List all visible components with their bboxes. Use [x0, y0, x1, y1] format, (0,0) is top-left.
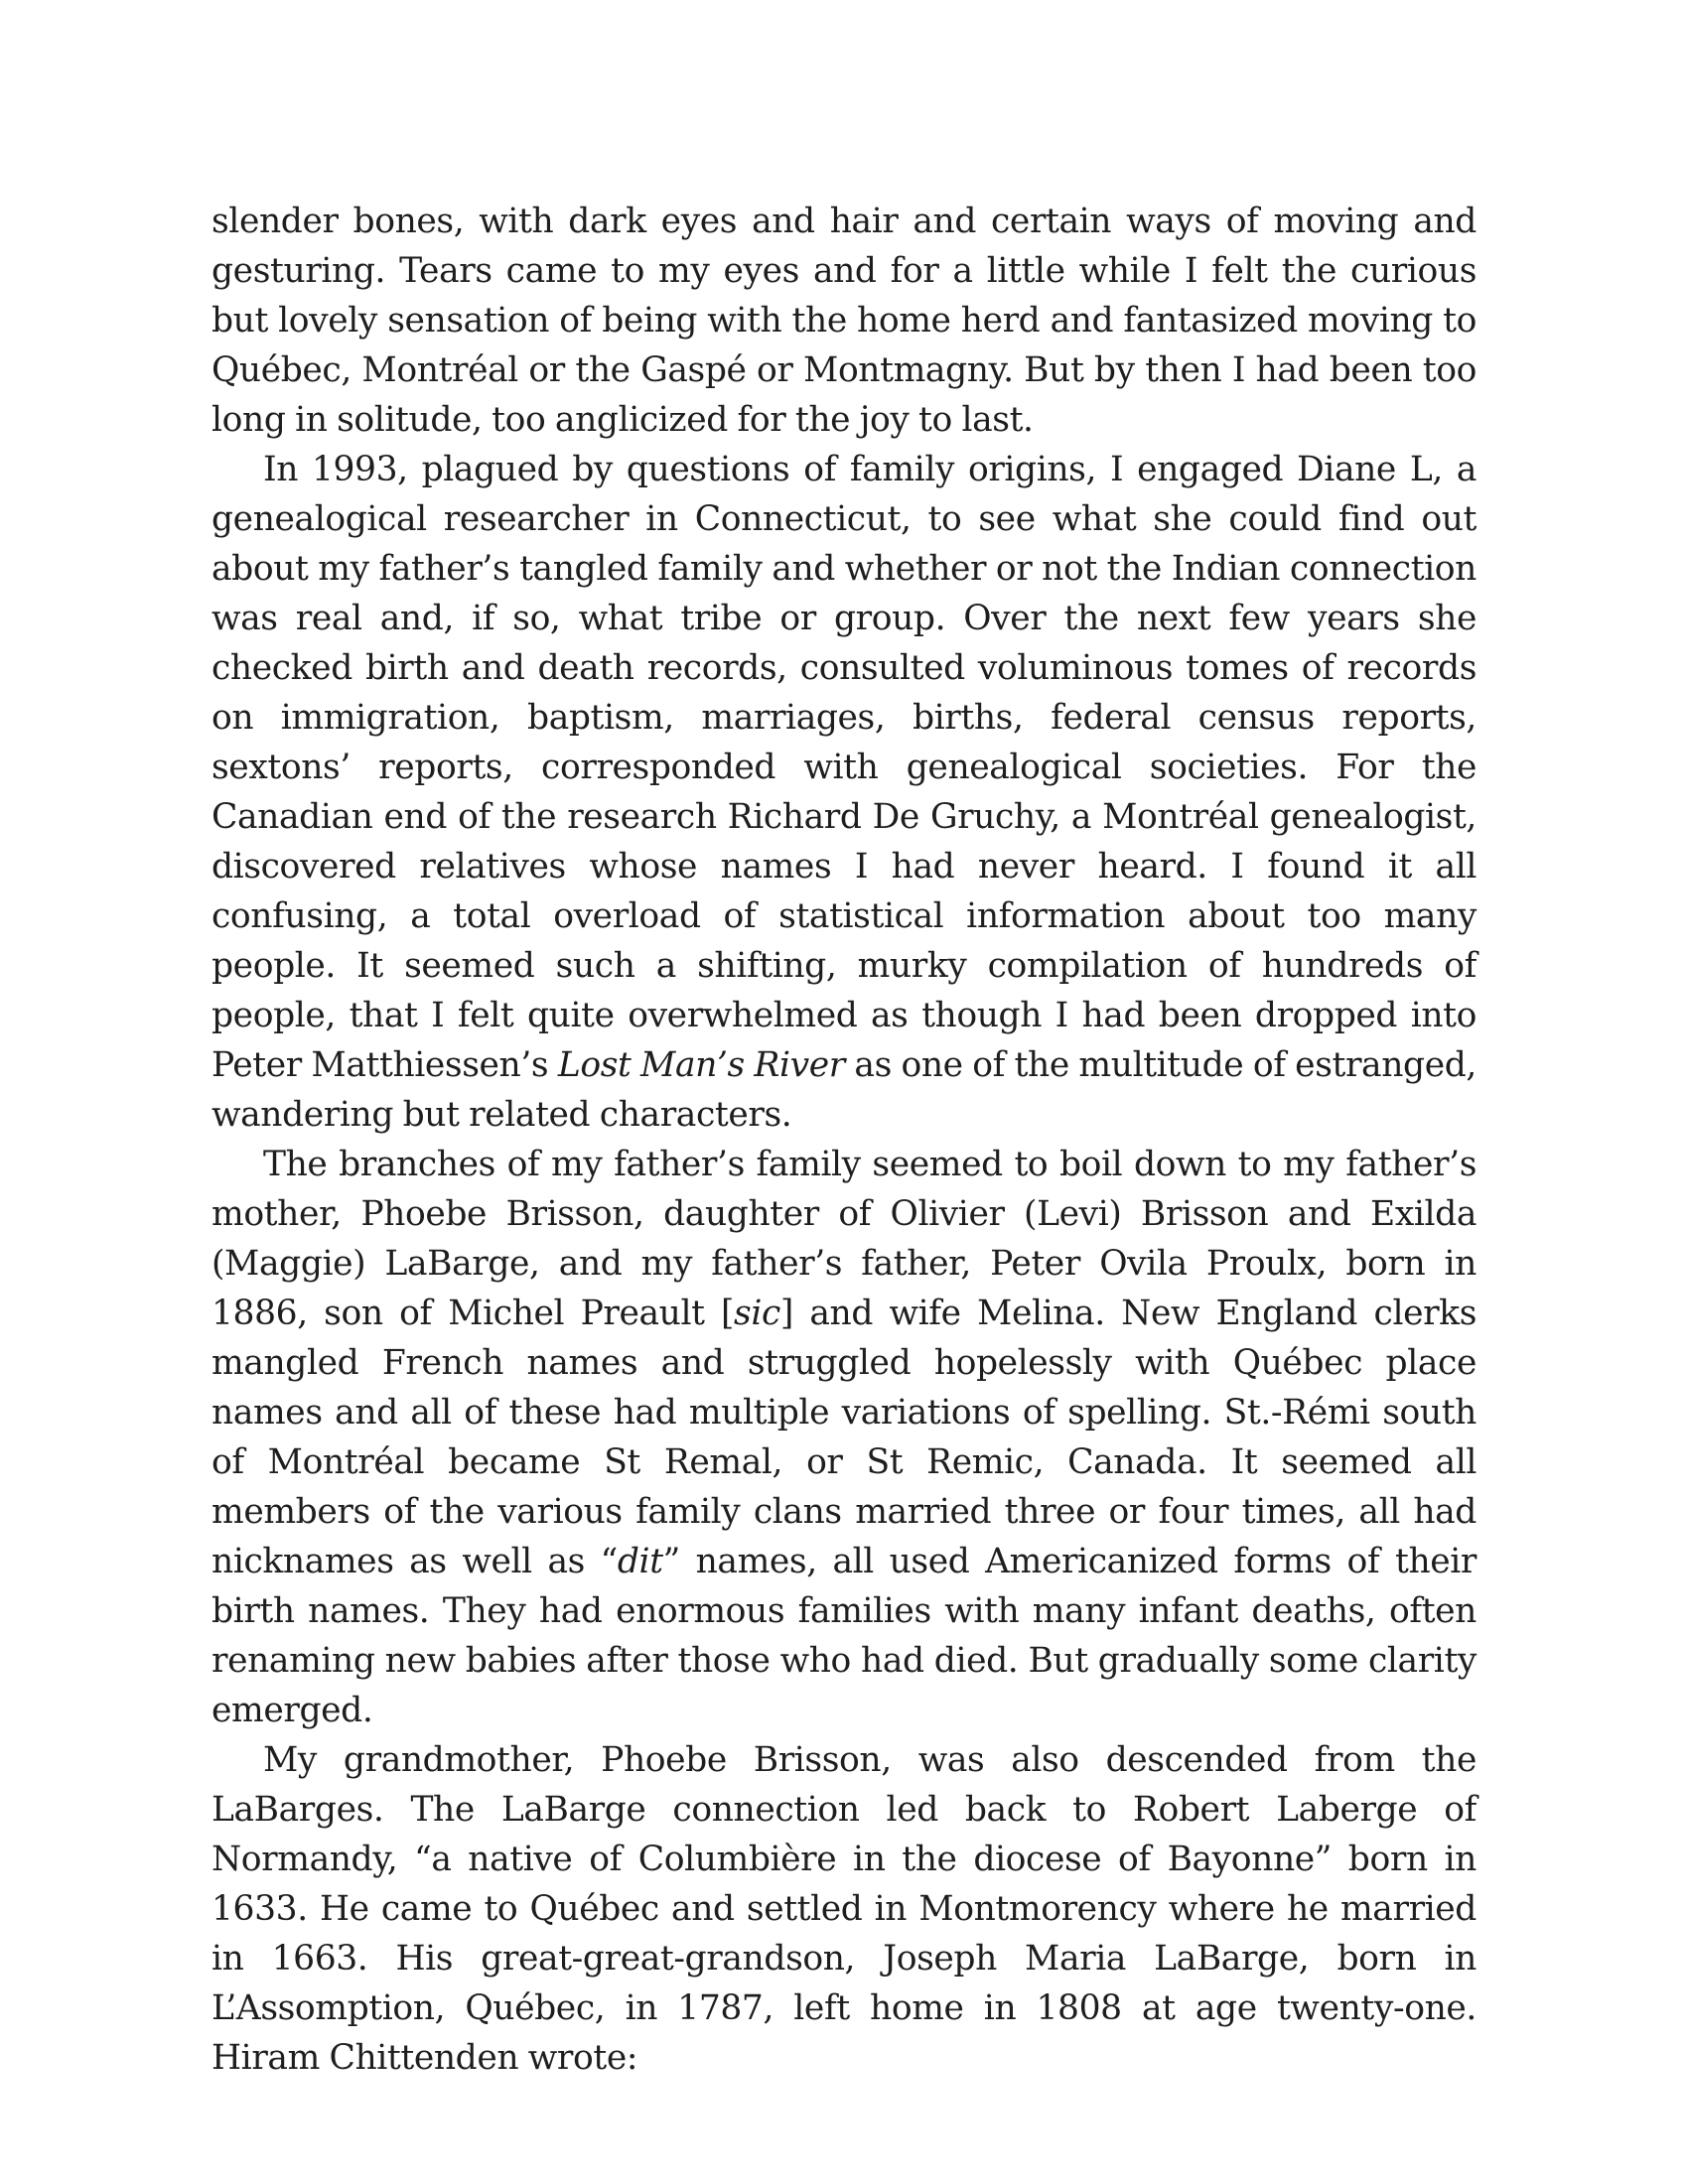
paragraph-3-run-3: ] and wife Melina. New England clerks mangled French names and struggled hopelessly with Québec place names and all of these had multiple variations of spelling. St.-Rémi south of Montréal became St Remal, or St Remic, Canada. It seemed all members of the various family clans married three or four times, all had nicknames as well as “ — [211, 1294, 1477, 1581]
paragraph-4-run-1: My grandmother, Phoebe Brisson, was also descended from the LaBarges. The LaBarge connection led back to Robert Laberge of Normandy, “a native of Columbière in the diocese of Bayonne” born in 1633. He came to Québec and settled in Montmorency where he married in 1663. His great-great-grandson, Joseph Maria LaBarge, born in L’Assomption, Québec, in 1787, left home in 1808 at age twenty-one. Hiram Chittenden wrote: — [211, 1740, 1477, 2078]
document-page — [211, 197, 1477, 2083]
paragraph-2-run-3: as one of the multitude of estranged, wandering but related characters. — [211, 1045, 1477, 1135]
paragraph-1-run-1: slender bones, with dark eyes and hair and certain ways of moving and gesturing. Tears came to my eyes and for a little while I felt the curious but lovely sensation of being with the home herd and fantasized moving to Québec, Montréal or the Gaspé or Montmagny. But by then I had been too long in solitude, too anglicized for the joy to last. — [211, 202, 1477, 440]
dit-italic: dit — [617, 1542, 663, 1581]
paragraph-1 — [211, 197, 1477, 445]
paragraph-2 — [211, 445, 1477, 1140]
paragraph-4 — [211, 1735, 1477, 2083]
paragraph-3 — [211, 1140, 1477, 1735]
book-title-italic: Lost Man’s River — [557, 1045, 845, 1085]
paragraph-2-run-1: In 1993, plagued by questions of family origins, I engaged Diane L, a genealogical researcher in Connecticut, to see what she could find out about my father’s tangled family and whether or not the Indian connection was real and, if so, what tribe or group. Over the next few years she checked birth and death records, consulted voluminous tomes of records on immigration, baptism, marriages, births, federal census reports, sextons’ reports, corresponded with genealogical societies. For the Canadian end of the research Richard De Gruchy, a Montréal genealogist, discovered relatives whose names I had never heard. I found it all confusing, a total overload of statistical information about too many people. It seemed such a shifting, murky compilation of hundreds of people, that I felt quite overwhelmed as though I had been dropped into Peter Matthiessen’s — [211, 450, 1477, 1085]
paragraph-3-run-1: The branches of my father’s family seemed to boil down to my father’s mother, Phoebe Brisson, daughter of Olivier (Levi) Brisson and Exilda (Maggie) LaBarge, and my father’s father, Peter Ovila Proulx, born in 1886, son of Michel Preault [ — [211, 1145, 1477, 1333]
sic-italic: sic — [734, 1294, 780, 1333]
paragraph-3-run-5: ” names, all used Americanized forms of their birth names. They had enormous families with many infant deaths, often renaming new babies after those who had died. But gradually some clarity emerged. — [211, 1542, 1477, 1730]
